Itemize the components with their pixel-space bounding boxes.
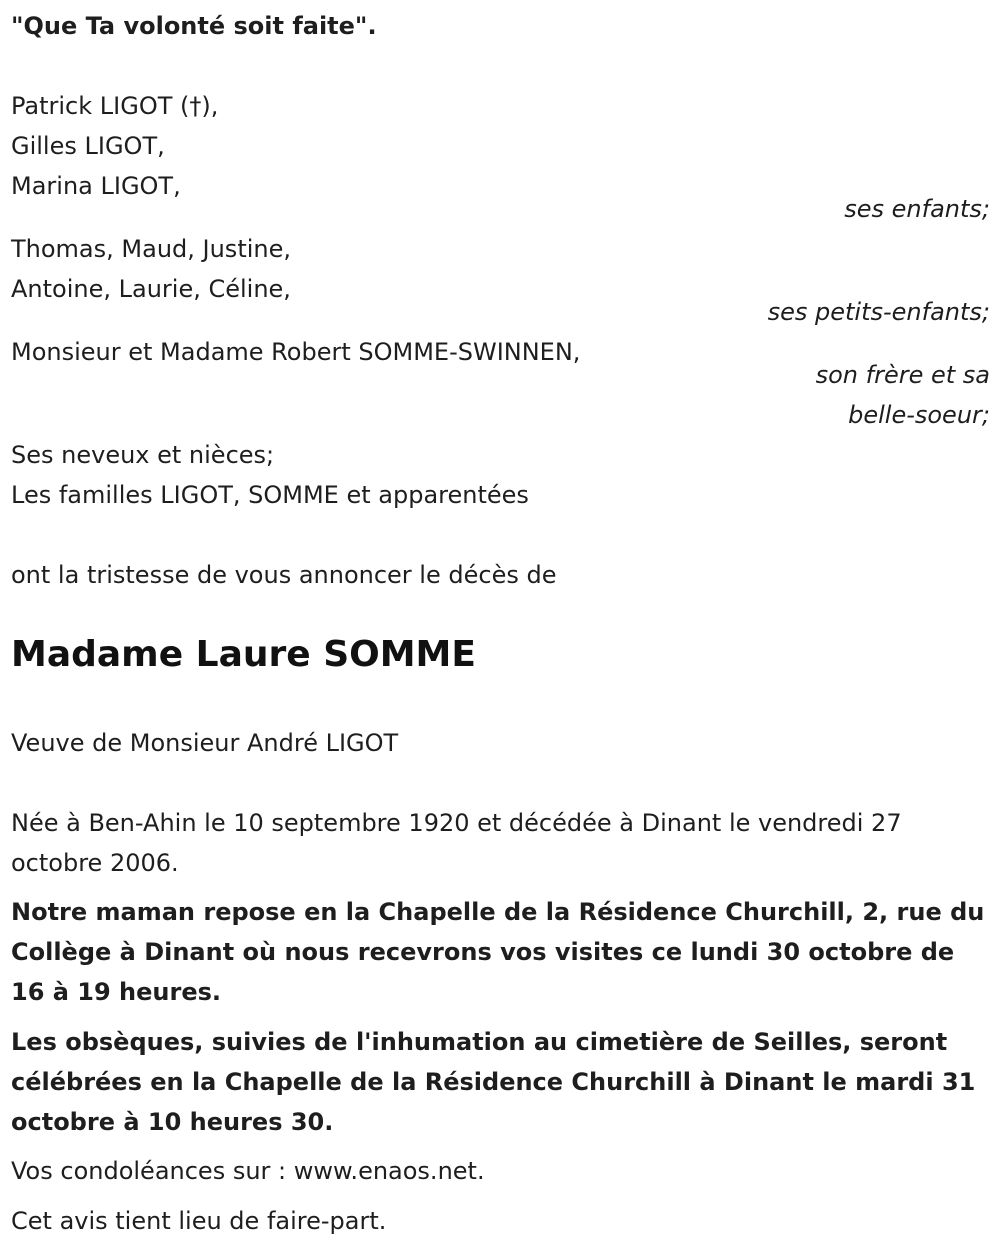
notice-line: Cet avis tient lieu de faire-part. <box>11 1207 387 1235</box>
deceased-name: Madame Laure SOMME <box>11 634 476 675</box>
child-name: Marina LIGOT, <box>11 172 181 200</box>
birth-death-info: Née à Ben-Ahin le 10 septembre 1920 et décédée à Dinant le vendredi 27 octobre 2006. <box>11 809 902 877</box>
grandchildren-role: ses petits-enfants; <box>767 298 990 326</box>
epigraph: "Que Ta volonté soit faite". <box>11 12 377 40</box>
condolences-line: Vos condoléances sur : www.enaos.net. <box>11 1157 485 1185</box>
child-name: Patrick LIGOT (†), <box>11 92 219 120</box>
grandchild-names: Thomas, Maud, Justine, <box>11 235 291 263</box>
child-name: Gilles LIGOT, <box>11 132 165 160</box>
widow-of: Veuve de Monsieur André LIGOT <box>11 729 399 757</box>
grandchild-names: Antoine, Laurie, Céline, <box>11 275 291 303</box>
others-line: Ses neveux et nièces; <box>11 441 275 469</box>
others-line: Les familles LIGOT, SOMME et apparentées <box>11 481 529 509</box>
sibling-name: Monsieur et Madame Robert SOMME-SWINNEN, <box>11 338 581 366</box>
children-role: ses enfants; <box>844 195 990 223</box>
announcement: ont la tristesse de vous annoncer le décès de <box>11 561 557 589</box>
sibling-role-line1: son frère et sa <box>815 361 990 389</box>
sibling-role-line2: belle-soeur; <box>848 401 990 429</box>
visitation-info: Notre maman repose en la Chapelle de la Résidence Churchill, 2, rue du Collège à Dinant où nous recevrons vos visites ce lundi 30 octobre de 16 à 19 heures. <box>11 898 985 1006</box>
funeral-info: Les obsèques, suivies de l'inhumation au cimetière de Seilles, seront célébrées en la Chapelle de la Résidence Churchill à Dinant le mardi 31 octobre à 10 heures 30. <box>11 1028 976 1136</box>
